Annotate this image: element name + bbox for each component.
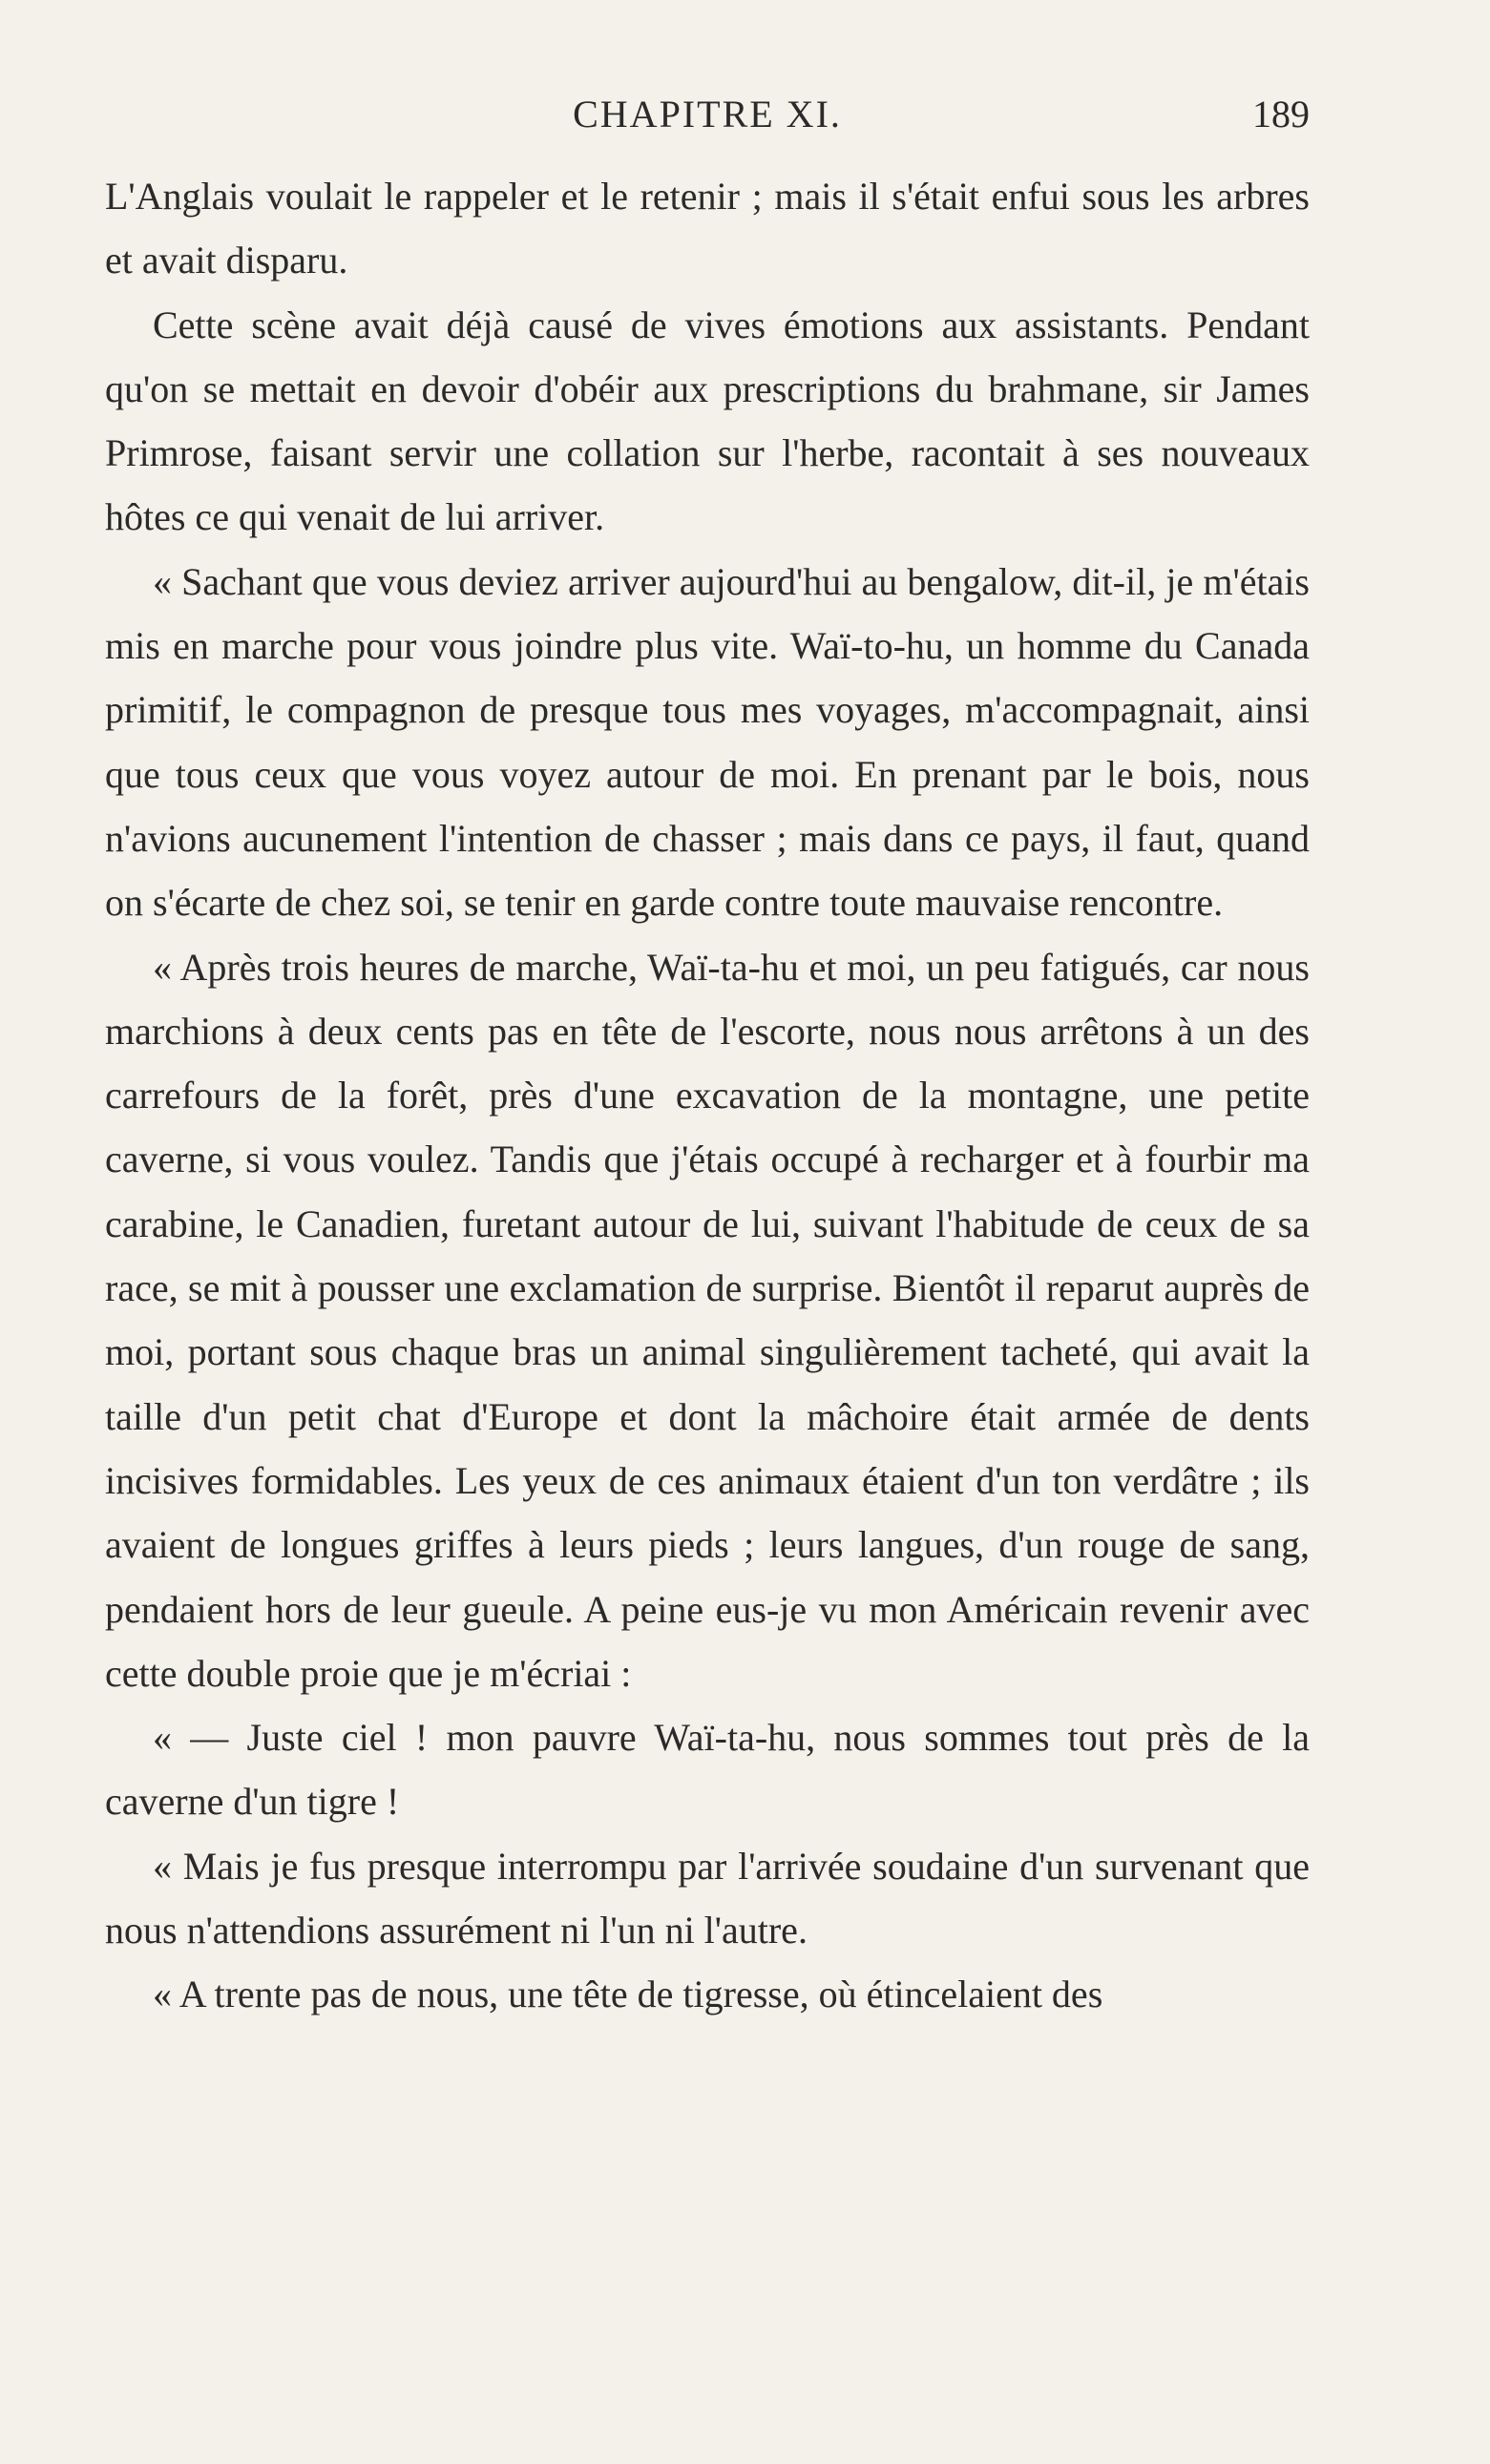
paragraph: « — Juste ciel ! mon pauvre Waï-ta-hu, nous sommes tout près de la caverne d'un tigre !: [105, 1716, 1310, 1824]
running-head: [105, 92, 1310, 139]
paragraph: « Mais je fus presque interrompu par l'arrivée soudaine d'un survenant que nous n'attendions assurément ni l'un ni l'autre.: [105, 1844, 1310, 1952]
page-number: 189: [1252, 93, 1310, 136]
body-text: [105, 164, 1310, 2027]
paragraph: Cette scène avait déjà causé de vives émotions aux assistants. Pendant qu'on se mettait en devoir d'obéir aux prescriptions du brahmane, sir James Primrose, faisant servir une collation sur l'herbe, racontait à ses nouveaux hôtes ce qui venait de lui arriver.: [105, 303, 1310, 539]
paragraph: « Sachant que vous deviez arriver aujourd'hui au bengalow, dit-il, je m'étais mis en marche pour vous joindre plus vite. Waï-to-hu, un homme du Canada primitif, le compagnon de presque tous mes voyages, m'accompagnait, ainsi que tous ceux que vous voyez autour de moi. En prenant par le bois, nous n'avions aucunement l'intention de chasser ; mais dans ce pays, il faut, quand on s'écarte de chez soi, se tenir en garde contre toute mauvaise rencontre.: [105, 559, 1310, 925]
paragraph: « Après trois heures de marche, Waï-ta-hu et moi, un peu fatigués, car nous marchions à deux cents pas en tête de l'escorte, nous nous arrêtons à un des carrefours de la forêt, près d'une excavation de la montagne, une petite caverne, si vous voulez. Tandis que j'étais occupé à recharger et à fourbir ma carabine, le Canadien, furetant autour de lui, suivant l'habitude de ceux de sa race, se mit à pousser une exclamation de surprise. Bientôt il reparut auprès de moi, portant sous chaque bras un animal singulièrement tacheté, qui avait la taille d'un petit chat d'Europe et dont la mâchoire était armée de dents incisives formidables. Les yeux de ces animaux étaient d'un ton verdâtre ; ils avaient de longues griffes à leurs pieds ; leurs langues, d'un rouge de sang, pendaient hors de leur gueule. A peine eus-je vu mon Américain revenir avec cette double proie que je m'écriai :: [105, 945, 1310, 1695]
chapter-title: CHAPITRE XI.: [573, 93, 842, 136]
paragraph: L'Anglais voulait le rappeler et le retenir ; mais il s'était enfui sous les arbres et avait disparu.: [105, 175, 1310, 282]
paragraph: « A trente pas de nous, une tête de tigresse, où étincelaient des: [153, 1973, 1103, 2016]
